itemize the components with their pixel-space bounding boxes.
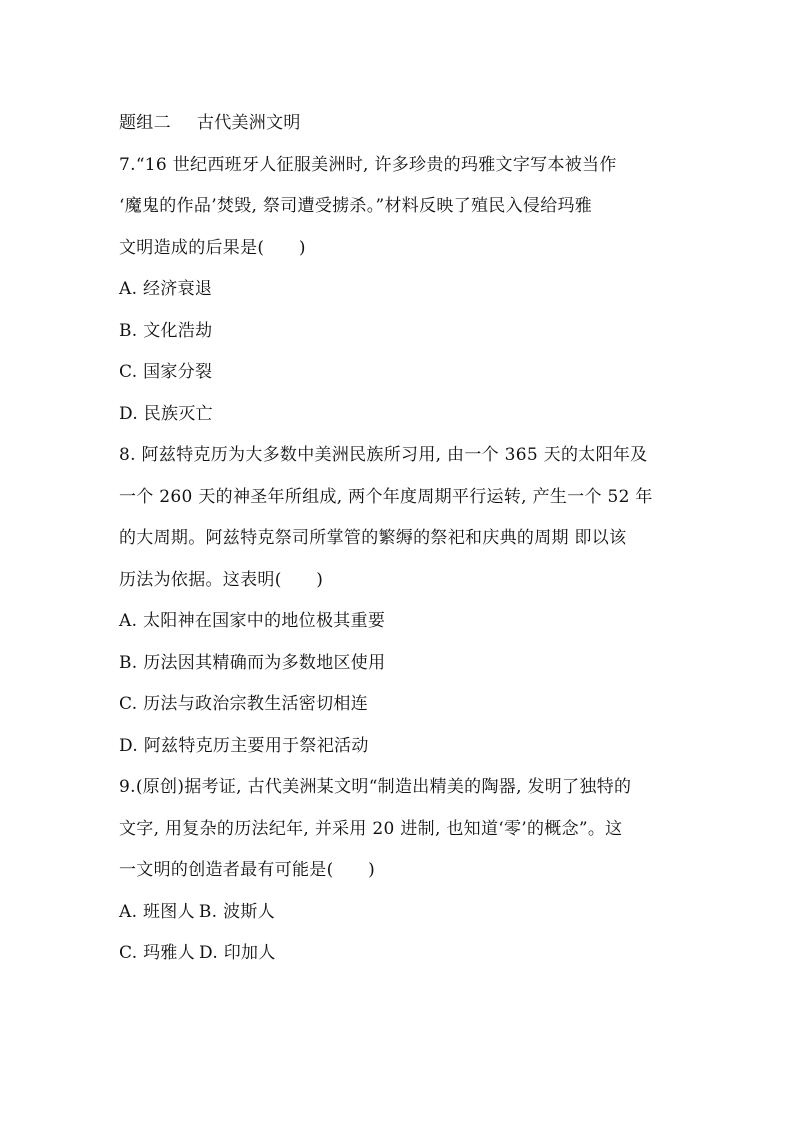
question-7-line-2: ‘魔鬼的作品’焚毁, 祭司遭受掳杀。”材料反映了殖民入侵给玛雅 <box>119 196 593 216</box>
question-7-line-3: 文明造成的后果是( ) <box>119 237 306 258</box>
question-8-line-3: 的大周期。阿兹特克祭司所掌管的繁缛的祭祀和庆典的周期 即以该 <box>119 528 627 548</box>
question-8-option-a: A. 太阳神在国家中的地位极其重要 <box>119 611 386 631</box>
question-9-line-3: 一文明的创造者最有可能是( ) <box>119 860 376 880</box>
question-8-line-4: 历法为依据。这表明( ) <box>119 569 324 590</box>
document-content <box>119 103 689 975</box>
question-8-line-1: 8. 阿兹特克历为大多数中美洲民族所习用, 由一个 365 天的太阳年及 <box>119 445 648 465</box>
question-9 <box>119 767 689 975</box>
question-7-line-1: 7.“16 世纪西班牙人征服美洲时, 许多珍贵的玛雅文字写本被当作 <box>119 154 617 175</box>
question-8-option-d: D. 阿兹特克历主要用于祭祀活动 <box>119 735 369 756</box>
question-8-option-c: C. 历法与政治宗教生活密切相连 <box>119 694 369 714</box>
question-7 <box>119 145 689 436</box>
question-9-line-1: 9.(原创)据考证, 古代美洲某文明“制造出精美的陶器, 发明了独特的 <box>119 777 632 797</box>
section-title: 古代美洲文明 <box>196 113 301 133</box>
question-9-option-a: A. 班图人 <box>119 901 195 922</box>
question-8-option-b: B. 历法因其精确而为多数地区使用 <box>119 652 386 673</box>
section-label: 题组二 <box>119 113 171 133</box>
question-7-option-d: D. 民族灭亡 <box>119 403 213 424</box>
question-9-option-b: B. 波斯人 <box>198 901 275 922</box>
question-7-option-b: B. 文化浩劫 <box>119 320 213 341</box>
question-9-options-row-1 <box>119 892 689 934</box>
question-7-option-c: C. 国家分裂 <box>119 362 213 382</box>
question-8 <box>119 435 689 767</box>
question-7-option-a: A. 经济衰退 <box>119 279 213 299</box>
question-9-option-c: C. 玛雅人 <box>119 943 196 963</box>
section-heading <box>119 103 689 145</box>
question-8-line-2: 一个 260 天的神圣年所组成, 两个年度周期平行运转, 产生一个 52 年 <box>119 486 653 507</box>
question-9-option-d: D. 印加人 <box>199 943 276 963</box>
question-9-options-row-2 <box>119 933 689 975</box>
question-9-line-2: 文字, 用复杂的历法纪年, 并采用 20 进制, 也知道‘零’的概念”。这 <box>119 818 623 839</box>
